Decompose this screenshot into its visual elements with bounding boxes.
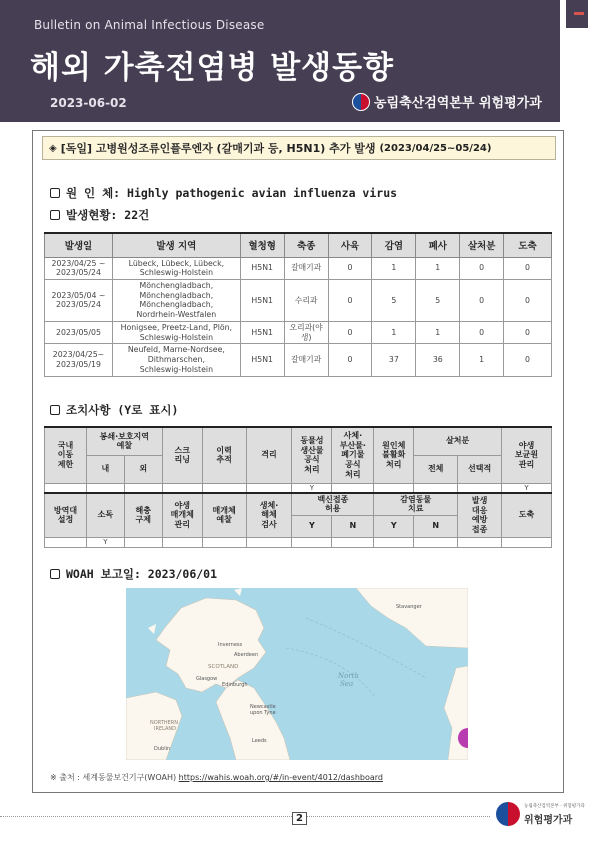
cell-date: 2023/05/05	[45, 321, 113, 343]
measure-pest: 해충 구제	[124, 493, 162, 537]
diamond-icon: ◈	[49, 142, 57, 154]
measure-prevent-vac: 발생 대응 예방 접종	[458, 493, 502, 537]
woah-report-date: WOAH 보고일: 2023/06/01	[66, 567, 218, 581]
cell-raised: 0	[328, 257, 372, 279]
measure-movement: 국내 이동 제한	[45, 427, 87, 483]
measure-cull-selective: 선택적	[458, 455, 502, 483]
cell-dead: 1	[416, 321, 460, 343]
source-note	[50, 772, 383, 783]
cell-culled: 0	[460, 321, 504, 343]
mark-cell	[332, 483, 374, 493]
mark-cell	[45, 483, 87, 493]
measure-tracing: 이력 추적	[202, 427, 246, 483]
cell-culled: 0	[460, 257, 504, 279]
pathogen-line	[50, 185, 397, 201]
pathogen-text: 원 인 체: Highly pathogenic avian influenza virus	[66, 186, 398, 200]
cell-raised: 0	[328, 344, 372, 376]
cell-infected: 37	[372, 344, 416, 376]
cell-region: Honigsee, Preetz-Land, Plön, Schleswig-Holstein	[112, 321, 240, 343]
source-link[interactable]: https://wahis.woah.org/#/in-event/4012/dashboard	[178, 773, 383, 782]
mark-cell	[414, 483, 458, 493]
mark-cell: Y	[292, 483, 332, 493]
page-number: 2	[292, 812, 307, 825]
cell-raised: 0	[328, 279, 372, 321]
cell-slaughtered: 0	[504, 321, 552, 343]
cell-raised: 0	[328, 321, 372, 343]
measure-products: 동물성 생산물 공식 처리	[292, 427, 332, 483]
measures-table	[44, 426, 552, 548]
measure-vaccine: 백신접종 허용	[292, 493, 374, 515]
mark-cell	[374, 537, 414, 547]
column-header: 혈청형	[240, 233, 284, 257]
measure-carcass: 사체· 부산물· 폐기물 공식 처리	[332, 427, 374, 483]
column-header: 발생일	[45, 233, 113, 257]
mark-cell: Y	[502, 483, 552, 493]
measure-quarantine: 격리	[246, 427, 292, 483]
measure-culling: 살처분	[414, 427, 502, 455]
cell-date: 2023/05/04 ~ 2023/05/24	[45, 279, 113, 321]
column-header: 감염	[372, 233, 416, 257]
measure-treat: 감염동물 치료	[374, 493, 458, 515]
mark-cell	[332, 537, 374, 547]
mark-cell: Y	[86, 537, 124, 547]
outbreak-table	[44, 232, 552, 377]
mark-cell	[45, 537, 87, 547]
column-header: 발생 지역	[112, 233, 240, 257]
cell-species: 수리과	[284, 279, 328, 321]
map-label-inverness: Inverness	[218, 642, 243, 648]
cell-culled: 1	[460, 344, 504, 376]
cell-species: 오리과(야 생)	[284, 321, 328, 343]
treat-no: N	[414, 515, 458, 537]
measure-wildlife: 야생 보균원 관리	[502, 427, 552, 483]
column-header: 도축	[504, 233, 552, 257]
mark-cell	[124, 483, 162, 493]
footer-logo-icon	[496, 802, 520, 826]
checkbox-icon	[50, 569, 60, 579]
vaccine-yes: Y	[292, 515, 332, 537]
cell-species: 갈매기과	[284, 257, 328, 279]
topic-banner	[42, 136, 556, 160]
cell-dead: 1	[416, 257, 460, 279]
mark-cell	[162, 537, 202, 547]
cell-dead: 36	[416, 344, 460, 376]
checkbox-icon	[50, 210, 60, 220]
measure-screening: 스크 리닝	[162, 427, 202, 483]
measures-title: 조치사항 (Y로 표시)	[66, 403, 179, 417]
org-logo-icon	[352, 93, 370, 111]
mark-cell	[86, 483, 124, 493]
cell-infected: 5	[372, 279, 416, 321]
outbreak-map[interactable]	[126, 588, 468, 760]
measure-zone: 봉쇄·보호지역 예찰	[86, 427, 162, 455]
topic-label: [독일] 고병원성조류인플루엔자 (갈매기과 등, H5N1) 추가 발생	[60, 142, 376, 155]
cell-region: Mönchengladbach, Mönchengladbach, Mönchengladbach, Nordrhein-Westfalen	[112, 279, 240, 321]
measure-zone-in: 내	[86, 455, 124, 483]
status-line	[50, 207, 149, 223]
cell-region: Lübeck, Lübeck, Lübeck, Schleswig-Holstein	[112, 257, 240, 279]
map-label-ni: NORTHERN	[150, 720, 178, 726]
map-label-glasgow: Glasgow	[196, 676, 218, 682]
map-label-north-sea-2: Sea	[340, 680, 354, 688]
table-row	[45, 279, 552, 321]
footer-org-small: 농림축산검역본부 · 위험평가과	[524, 804, 585, 809]
map-label-stavanger: Stavanger	[396, 604, 422, 610]
measure-vector-surv: 매개체 예찰	[202, 493, 246, 537]
footer-divider	[0, 816, 490, 817]
footer-org-big: 위험평가과	[524, 815, 573, 826]
checkbox-icon	[50, 405, 60, 415]
map-svg	[126, 588, 468, 760]
table-header-row	[45, 233, 552, 257]
woah-line	[50, 566, 217, 582]
page-title: 해외 가축전염병 발생동향	[30, 50, 394, 86]
checkbox-icon	[50, 188, 60, 198]
column-header: 사육	[328, 233, 372, 257]
mark-row	[45, 483, 552, 493]
mark-row	[45, 537, 552, 547]
measure-bio-test: 생체· 해체 검사	[246, 493, 292, 537]
measure-wild-vector: 야생 매개체 관리	[162, 493, 202, 537]
mark-cell	[202, 483, 246, 493]
mark-cell	[162, 483, 202, 493]
cell-region: Neufeld, Marne-Nordsee, Dithmarschen, Schleswig-Holstein	[112, 344, 240, 376]
column-header: 폐사	[416, 233, 460, 257]
map-label-newcastle: Newcastle	[250, 704, 276, 710]
cell-infected: 1	[372, 257, 416, 279]
cell-serotype: H5N1	[240, 321, 284, 343]
cell-serotype: H5N1	[240, 279, 284, 321]
org-name-label: 농림축산검역본부 위험평가과	[374, 96, 542, 111]
header-banner	[0, 0, 560, 122]
topic-period: (2023/04/25~05/24)	[379, 142, 492, 154]
cell-infected: 1	[372, 321, 416, 343]
mark-cell	[414, 537, 458, 547]
mark-cell	[124, 537, 162, 547]
table-row	[45, 257, 552, 279]
cell-date: 2023/04/25 ~ 2023/05/24	[45, 257, 113, 279]
treat-yes: Y	[374, 515, 414, 537]
cell-slaughtered: 0	[504, 257, 552, 279]
column-header: 축종	[284, 233, 328, 257]
mark-cell	[458, 537, 502, 547]
map-label-newcastle-2: upon Tyne	[250, 710, 276, 716]
measure-cull-all: 전체	[414, 455, 458, 483]
map-label-edinburgh: Edinburgh	[222, 682, 248, 688]
header-accent	[560, 0, 595, 122]
footer-org	[496, 800, 592, 830]
source-prefix: ※ 출처 : 세계동물보건기구(WOAH)	[50, 773, 177, 782]
cell-serotype: H5N1	[240, 344, 284, 376]
cell-species: 갈매기과	[284, 344, 328, 376]
mark-cell	[374, 483, 414, 493]
mark-cell	[246, 537, 292, 547]
vaccine-no: N	[332, 515, 374, 537]
cell-slaughtered: 0	[504, 344, 552, 376]
measure-vet-zone: 방역대 설정	[45, 493, 87, 537]
map-label-leeds: Leeds	[252, 738, 267, 744]
measure-zone-out: 외	[124, 455, 162, 483]
map-label-ni-2: IRELAND	[154, 726, 177, 732]
cell-dead: 5	[416, 279, 460, 321]
table-row	[45, 321, 552, 343]
cell-culled: 0	[460, 279, 504, 321]
measure-pathogen: 원인체 불활화 처리	[374, 427, 414, 483]
map-label-dublin: Dublin	[154, 746, 171, 752]
status-text: 발생현황: 22건	[66, 208, 150, 222]
bulletin-label: Bulletin on Animal Infectious Disease	[34, 18, 265, 32]
measures-line	[50, 402, 178, 418]
accent-dash	[574, 12, 584, 15]
cell-serotype: H5N1	[240, 257, 284, 279]
measure-slaughter: 도축	[502, 493, 552, 537]
measure-disinfect: 소독	[86, 493, 124, 537]
map-label-north-sea: North	[338, 672, 360, 680]
issue-date: 2023-06-02	[50, 96, 127, 110]
map-label-scotland: SCOTLAND	[208, 664, 239, 670]
cell-slaughtered: 0	[504, 279, 552, 321]
mark-cell	[246, 483, 292, 493]
table-row	[45, 344, 552, 376]
cell-date: 2023/04/25~ 2023/05/19	[45, 344, 113, 376]
mark-cell	[292, 537, 332, 547]
mark-cell	[502, 537, 552, 547]
column-header: 살처분	[460, 233, 504, 257]
org-name	[352, 92, 542, 111]
mark-cell	[202, 537, 246, 547]
mark-cell	[458, 483, 502, 493]
map-label-aberdeen: Aberdeen	[234, 652, 259, 658]
